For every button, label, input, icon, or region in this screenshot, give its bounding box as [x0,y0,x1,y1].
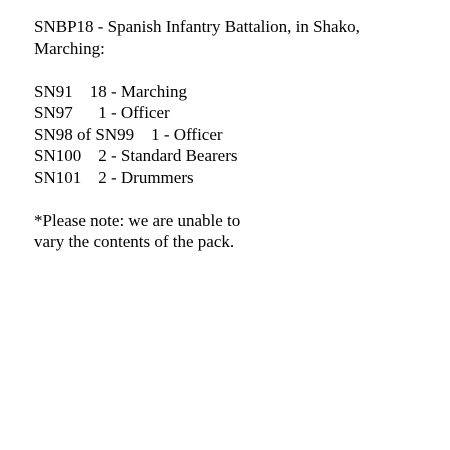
pack-note-line-2: vary the contents of the pack. [34,232,235,251]
item-spacer [73,103,99,122]
pack-contents-row [34,167,434,189]
product-description [34,16,434,253]
pack-contents-row [34,102,434,124]
item-detail: 1 - Officer [151,124,223,144]
item-spacer [73,82,90,101]
pack-note [34,210,434,253]
item-code: SN101 [34,167,82,187]
pack-contents-row [34,124,434,146]
pack-note-line-1: *Please note: we are unable to [34,210,241,230]
item-detail: 2 - Drummers [98,167,194,187]
item-code: SN97 [34,103,73,122]
item-detail: 18 - Marching [89,81,187,101]
product-title [34,16,434,59]
item-spacer [81,146,98,165]
item-code: SN100 [34,146,82,165]
item-spacer [134,125,151,144]
pack-contents-list [34,81,434,189]
pack-contents-row [34,81,434,103]
item-detail: 1 - Officer [98,103,170,122]
item-detail: 2 - Standard Bearers [98,146,238,165]
item-code: SN98 of SN99 [34,124,135,144]
pack-contents-row [34,145,434,167]
product-title-line-1: SNBP18 - Spanish Infantry Battalion, in Shako, [34,17,360,36]
product-title-line-2: Marching: [34,38,105,58]
item-spacer [81,168,98,187]
item-code: SN91 [34,81,73,101]
